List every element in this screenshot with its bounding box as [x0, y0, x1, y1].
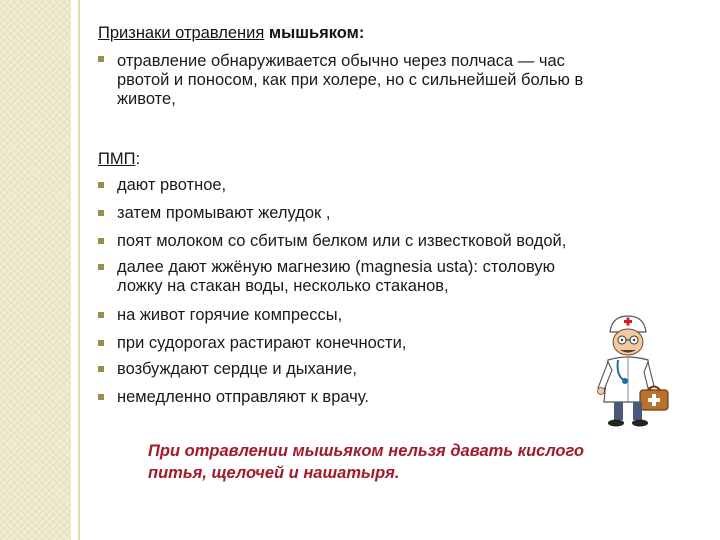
step-text-continuation: ложку на стакан воды, несколько стаканов,: [117, 277, 449, 295]
title-bold-text: мышьяком:: [268, 24, 365, 42]
list-item: [98, 388, 369, 407]
list-item: [98, 176, 226, 195]
decorative-divider-line: [78, 0, 80, 540]
step-text: дают рвотное,: [117, 176, 227, 194]
step-text: далее дают жжёную магнезию (magnesia usta): столовую: [117, 258, 556, 276]
step-text: при судорогах растирают конечности,: [117, 334, 407, 352]
list-item: [98, 306, 342, 325]
symptom-paragraph: [98, 52, 708, 109]
warning-note: [148, 440, 688, 484]
symptom-line-2: рвотой и поносом, как при холере, но с сильнейшей болью в: [117, 71, 584, 89]
step-text: затем промывают желудок ,: [117, 204, 331, 222]
slide-title: [98, 24, 364, 43]
decorative-left-band: [0, 0, 71, 540]
step-text: поят молоком со сбитым белком или с известковой водой,: [117, 232, 567, 250]
list-item: [98, 360, 357, 379]
step-text: на живот горячие компрессы,: [117, 306, 343, 324]
list-item: [98, 258, 555, 296]
step-text: возбуждают сердце и дыхание,: [117, 360, 357, 378]
warning-line-2: питья, щелочей и нашатыря.: [148, 464, 400, 482]
title-underlined-text: Признаки отравления: [98, 24, 265, 42]
list-item: [98, 204, 330, 223]
pmp-heading: [98, 150, 140, 169]
warning-line-1: При отравлении мышьяком нельзя давать кислого: [148, 442, 584, 460]
symptom-line-1: отравление обнаруживается обычно через полчаса — час: [117, 52, 565, 70]
list-item: [98, 232, 566, 251]
step-text: немедленно отправляют к врачу.: [117, 388, 369, 406]
symptom-line-3: животе,: [117, 90, 176, 108]
pmp-label: ПМП: [98, 150, 136, 168]
list-item: [98, 334, 406, 353]
doctor-with-medical-bag-icon: [588, 310, 672, 428]
pmp-colon: :: [135, 150, 141, 168]
